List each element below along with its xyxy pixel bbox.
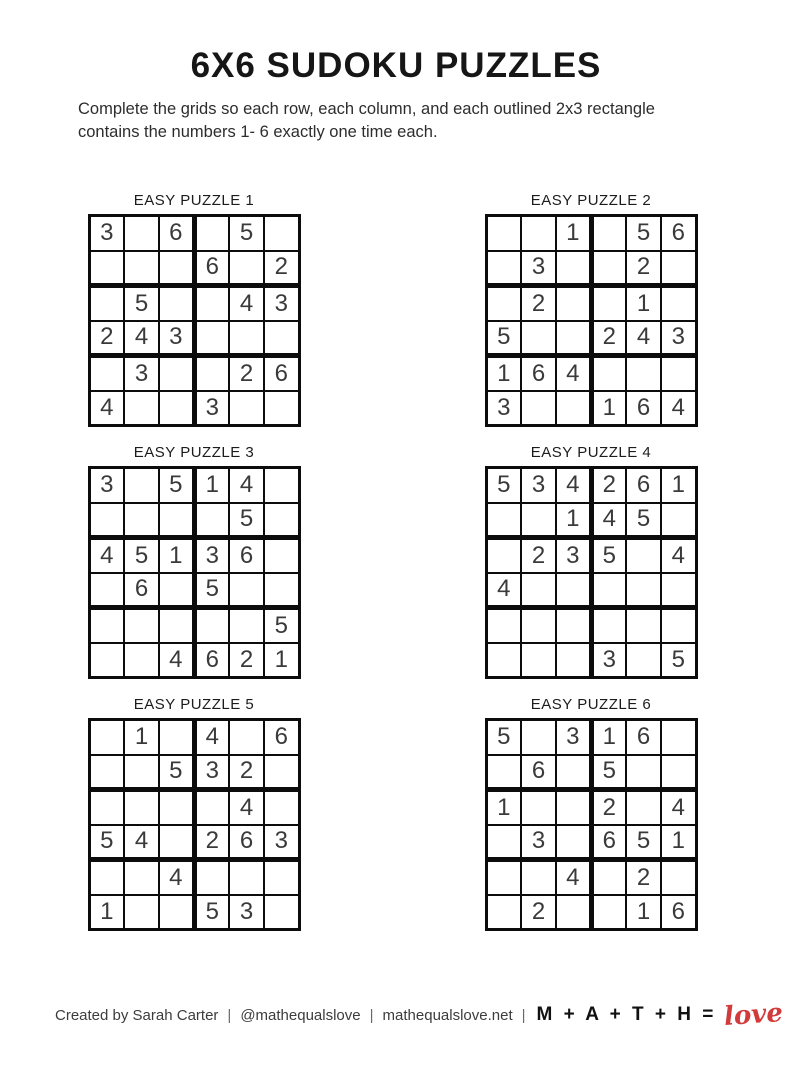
sudoku-cell-empty	[89, 720, 124, 755]
footer-website: mathequalslove.net	[382, 1006, 513, 1024]
sudoku-cell-empty	[194, 790, 229, 825]
sudoku-row	[89, 251, 299, 286]
sudoku-cell-empty	[229, 573, 264, 608]
sudoku-cell-empty	[89, 643, 124, 678]
sudoku-cell-empty	[124, 608, 159, 643]
sudoku-cell-given: 3	[591, 643, 626, 678]
sudoku-cell-empty	[521, 860, 556, 895]
sudoku-cell-given: 4	[661, 790, 696, 825]
sudoku-cell-empty	[661, 503, 696, 538]
sudoku-cell-empty	[661, 860, 696, 895]
sudoku-row	[486, 825, 696, 860]
sudoku-cell-empty	[194, 216, 229, 251]
puzzle-2	[476, 192, 706, 427]
sudoku-row	[89, 286, 299, 321]
sudoku-cell-empty	[626, 608, 661, 643]
sudoku-cell-empty	[486, 895, 521, 930]
sudoku-cell-given: 5	[229, 216, 264, 251]
footer-separator: |	[227, 1006, 232, 1024]
puzzle-3	[79, 444, 309, 679]
sudoku-cell-empty	[229, 860, 264, 895]
sudoku-cell-given: 2	[194, 825, 229, 860]
sudoku-cell-empty	[194, 286, 229, 321]
puzzle-title: EASY PUZZLE 6	[530, 696, 652, 713]
sudoku-cell-given: 2	[229, 755, 264, 790]
sudoku-row	[486, 608, 696, 643]
sudoku-cell-empty	[264, 468, 299, 503]
sudoku-cell-empty	[264, 538, 299, 573]
sudoku-row	[486, 216, 696, 251]
sudoku-cell-empty	[591, 251, 626, 286]
sudoku-cell-given: 3	[521, 251, 556, 286]
sudoku-cell-empty	[661, 356, 696, 391]
sudoku-cell-given: 1	[159, 538, 194, 573]
sudoku-cell-given: 5	[591, 755, 626, 790]
sudoku-cell-empty	[486, 538, 521, 573]
sudoku-cell-given: 6	[661, 216, 696, 251]
sudoku-cell-given: 3	[521, 468, 556, 503]
sudoku-cell-empty	[194, 321, 229, 356]
sudoku-cell-given: 2	[89, 321, 124, 356]
sudoku-cell-empty	[264, 503, 299, 538]
sudoku-grid	[88, 466, 301, 679]
sudoku-cell-given: 1	[556, 503, 591, 538]
sudoku-cell-empty	[229, 608, 264, 643]
sudoku-cell-empty	[89, 286, 124, 321]
sudoku-cell-given: 5	[486, 321, 521, 356]
sudoku-row	[486, 790, 696, 825]
sudoku-cell-empty	[89, 356, 124, 391]
sudoku-row	[486, 286, 696, 321]
sudoku-cell-empty	[89, 608, 124, 643]
sudoku-cell-given: 5	[124, 286, 159, 321]
sudoku-cell-empty	[229, 321, 264, 356]
instructions-line-2: contains the numbers 1- 6 exactly one time each.	[78, 123, 438, 142]
sudoku-cell-empty	[159, 286, 194, 321]
sudoku-cell-empty	[556, 643, 591, 678]
sudoku-cell-given: 6	[626, 720, 661, 755]
footer-brand-love-logo: love	[723, 997, 785, 1033]
puzzle-title: EASY PUZZLE 2	[530, 192, 652, 209]
sudoku-cell-empty	[486, 608, 521, 643]
sudoku-cell-given: 3	[89, 216, 124, 251]
sudoku-grid	[485, 466, 698, 679]
sudoku-cell-given: 1	[124, 720, 159, 755]
sudoku-cell-empty	[159, 356, 194, 391]
sudoku-cell-empty	[229, 720, 264, 755]
sudoku-row	[486, 538, 696, 573]
sudoku-grid	[88, 214, 301, 427]
footer-separator: |	[369, 1006, 374, 1024]
sudoku-cell-given: 5	[194, 895, 229, 930]
sudoku-cell-given: 6	[229, 825, 264, 860]
sudoku-cell-given: 6	[626, 391, 661, 426]
puzzle-6	[476, 696, 706, 931]
sudoku-cell-empty	[264, 573, 299, 608]
sudoku-cell-given: 2	[626, 860, 661, 895]
sudoku-row	[486, 321, 696, 356]
sudoku-cell-empty	[556, 608, 591, 643]
footer-separator: |	[521, 1006, 526, 1024]
sudoku-cell-given: 5	[486, 720, 521, 755]
instructions-line-1: Complete the grids so each row, each column, and each outlined 2x3 rectangle	[78, 100, 655, 118]
sudoku-cell-empty	[486, 860, 521, 895]
sudoku-row	[486, 503, 696, 538]
sudoku-cell-given: 6	[194, 251, 229, 286]
sudoku-cell-empty	[661, 573, 696, 608]
sudoku-row	[89, 895, 299, 930]
sudoku-cell-empty	[521, 608, 556, 643]
sudoku-cell-given: 5	[124, 538, 159, 573]
sudoku-cell-given: 4	[556, 860, 591, 895]
sudoku-cell-given: 4	[661, 538, 696, 573]
sudoku-cell-empty	[486, 825, 521, 860]
puzzles-grid	[79, 192, 706, 931]
sudoku-cell-empty	[229, 391, 264, 426]
sudoku-cell-empty	[591, 286, 626, 321]
sudoku-cell-empty	[89, 860, 124, 895]
sudoku-cell-empty	[556, 825, 591, 860]
sudoku-row	[89, 356, 299, 391]
sudoku-cell-given: 4	[591, 503, 626, 538]
sudoku-grid	[88, 718, 301, 931]
footer-handle: @mathequalslove	[240, 1006, 361, 1024]
sudoku-cell-empty	[486, 286, 521, 321]
sudoku-cell-empty	[159, 895, 194, 930]
sudoku-cell-given: 3	[556, 538, 591, 573]
sudoku-cell-empty	[89, 251, 124, 286]
sudoku-cell-empty	[264, 321, 299, 356]
sudoku-cell-given: 6	[264, 356, 299, 391]
sudoku-cell-empty	[521, 790, 556, 825]
sudoku-cell-empty	[556, 391, 591, 426]
sudoku-cell-given: 1	[626, 286, 661, 321]
sudoku-cell-given: 3	[159, 321, 194, 356]
sudoku-cell-empty	[591, 860, 626, 895]
sudoku-row	[486, 755, 696, 790]
sudoku-cell-empty	[556, 573, 591, 608]
sudoku-cell-given: 6	[521, 755, 556, 790]
sudoku-cell-given: 4	[89, 391, 124, 426]
sudoku-cell-empty	[521, 391, 556, 426]
puzzle-title: EASY PUZZLE 1	[133, 192, 255, 209]
sudoku-row	[89, 468, 299, 503]
puzzle-1	[79, 192, 309, 427]
footer-credit: Created by Sarah Carter	[55, 1006, 219, 1024]
sudoku-cell-empty	[159, 573, 194, 608]
sudoku-row	[486, 573, 696, 608]
sudoku-cell-empty	[626, 573, 661, 608]
worksheet-page	[0, 46, 792, 1033]
sudoku-cell-given: 6	[521, 356, 556, 391]
sudoku-cell-given: 2	[521, 286, 556, 321]
sudoku-cell-given: 3	[124, 356, 159, 391]
sudoku-cell-given: 5	[89, 825, 124, 860]
sudoku-cell-given: 5	[661, 643, 696, 678]
sudoku-cell-given: 6	[626, 468, 661, 503]
sudoku-cell-given: 1	[194, 468, 229, 503]
sudoku-cell-given: 2	[591, 790, 626, 825]
sudoku-cell-given: 4	[124, 321, 159, 356]
sudoku-cell-empty	[626, 755, 661, 790]
puzzle-4	[476, 444, 706, 679]
sudoku-cell-given: 4	[159, 860, 194, 895]
sudoku-cell-empty	[556, 321, 591, 356]
sudoku-cell-empty	[661, 755, 696, 790]
sudoku-cell-empty	[159, 790, 194, 825]
sudoku-cell-empty	[521, 503, 556, 538]
sudoku-cell-empty	[264, 860, 299, 895]
sudoku-cell-empty	[89, 790, 124, 825]
sudoku-cell-given: 5	[264, 608, 299, 643]
sudoku-cell-given: 4	[229, 286, 264, 321]
sudoku-cell-given: 3	[264, 286, 299, 321]
sudoku-cell-empty	[661, 608, 696, 643]
sudoku-cell-empty	[264, 790, 299, 825]
sudoku-row	[486, 720, 696, 755]
sudoku-cell-given: 1	[626, 895, 661, 930]
sudoku-cell-empty	[159, 391, 194, 426]
sudoku-cell-empty	[124, 860, 159, 895]
sudoku-cell-given: 5	[626, 216, 661, 251]
puzzle-title: EASY PUZZLE 3	[133, 444, 255, 461]
sudoku-cell-empty	[159, 503, 194, 538]
sudoku-row	[89, 503, 299, 538]
sudoku-cell-empty	[521, 643, 556, 678]
sudoku-cell-given: 5	[194, 573, 229, 608]
sudoku-cell-empty	[521, 573, 556, 608]
sudoku-cell-empty	[124, 216, 159, 251]
sudoku-cell-empty	[89, 573, 124, 608]
sudoku-cell-empty	[591, 608, 626, 643]
sudoku-cell-empty	[124, 251, 159, 286]
sudoku-cell-given: 4	[556, 356, 591, 391]
sudoku-cell-given: 2	[229, 643, 264, 678]
sudoku-cell-given: 4	[229, 790, 264, 825]
sudoku-cell-empty	[661, 720, 696, 755]
sudoku-grid	[485, 718, 698, 931]
sudoku-cell-given: 3	[194, 391, 229, 426]
sudoku-cell-empty	[159, 608, 194, 643]
sudoku-cell-empty	[194, 503, 229, 538]
sudoku-cell-empty	[626, 790, 661, 825]
sudoku-cell-given: 1	[591, 391, 626, 426]
sudoku-cell-given: 2	[626, 251, 661, 286]
sudoku-row	[89, 790, 299, 825]
sudoku-cell-empty	[124, 503, 159, 538]
sudoku-cell-empty	[486, 216, 521, 251]
sudoku-cell-empty	[661, 251, 696, 286]
sudoku-cell-given: 5	[229, 503, 264, 538]
sudoku-cell-empty	[486, 755, 521, 790]
sudoku-cell-given: 3	[194, 538, 229, 573]
sudoku-cell-given: 3	[194, 755, 229, 790]
sudoku-row	[486, 643, 696, 678]
sudoku-cell-given: 3	[661, 321, 696, 356]
sudoku-cell-given: 1	[486, 356, 521, 391]
sudoku-row	[89, 321, 299, 356]
sudoku-cell-given: 1	[486, 790, 521, 825]
sudoku-row	[89, 538, 299, 573]
sudoku-row	[89, 860, 299, 895]
sudoku-row	[486, 391, 696, 426]
sudoku-cell-given: 3	[556, 720, 591, 755]
footer	[55, 997, 785, 1033]
sudoku-cell-given: 5	[159, 468, 194, 503]
sudoku-row	[486, 468, 696, 503]
sudoku-row	[89, 608, 299, 643]
sudoku-row	[486, 860, 696, 895]
sudoku-cell-empty	[521, 216, 556, 251]
sudoku-cell-given: 2	[229, 356, 264, 391]
sudoku-cell-given: 5	[486, 468, 521, 503]
sudoku-cell-given: 1	[264, 643, 299, 678]
sudoku-cell-empty	[626, 643, 661, 678]
sudoku-cell-given: 3	[264, 825, 299, 860]
sudoku-cell-given: 3	[229, 895, 264, 930]
sudoku-cell-empty	[486, 503, 521, 538]
sudoku-row	[89, 643, 299, 678]
sudoku-cell-given: 2	[591, 321, 626, 356]
instructions	[78, 98, 738, 145]
sudoku-row	[486, 356, 696, 391]
sudoku-cell-given: 4	[486, 573, 521, 608]
sudoku-cell-given: 1	[661, 468, 696, 503]
sudoku-cell-empty	[124, 895, 159, 930]
sudoku-cell-given: 3	[521, 825, 556, 860]
sudoku-cell-empty	[661, 286, 696, 321]
sudoku-cell-empty	[556, 755, 591, 790]
sudoku-cell-empty	[591, 356, 626, 391]
sudoku-row	[486, 251, 696, 286]
sudoku-cell-given: 6	[229, 538, 264, 573]
sudoku-cell-empty	[124, 755, 159, 790]
sudoku-cell-given: 4	[124, 825, 159, 860]
sudoku-cell-given: 3	[89, 468, 124, 503]
sudoku-cell-given: 6	[159, 216, 194, 251]
sudoku-cell-given: 5	[626, 825, 661, 860]
puzzle-title: EASY PUZZLE 5	[133, 696, 255, 713]
sudoku-row	[89, 573, 299, 608]
sudoku-cell-given: 1	[591, 720, 626, 755]
sudoku-cell-empty	[556, 251, 591, 286]
sudoku-cell-given: 3	[486, 391, 521, 426]
sudoku-cell-given: 1	[556, 216, 591, 251]
sudoku-cell-given: 2	[264, 251, 299, 286]
puzzle-title: EASY PUZZLE 4	[530, 444, 652, 461]
sudoku-row	[486, 895, 696, 930]
sudoku-cell-given: 1	[89, 895, 124, 930]
sudoku-cell-empty	[124, 391, 159, 426]
sudoku-cell-empty	[264, 755, 299, 790]
sudoku-cell-empty	[124, 468, 159, 503]
sudoku-cell-given: 5	[159, 755, 194, 790]
sudoku-cell-empty	[626, 356, 661, 391]
sudoku-grid	[485, 214, 698, 427]
sudoku-cell-empty	[229, 251, 264, 286]
puzzle-5	[79, 696, 309, 931]
sudoku-row	[89, 720, 299, 755]
sudoku-cell-empty	[591, 573, 626, 608]
sudoku-cell-empty	[194, 356, 229, 391]
sudoku-cell-empty	[159, 825, 194, 860]
footer-brand-math: M + A + T + H =	[536, 1004, 717, 1025]
sudoku-cell-empty	[264, 216, 299, 251]
sudoku-row	[89, 825, 299, 860]
sudoku-cell-given: 2	[591, 468, 626, 503]
sudoku-cell-given: 4	[194, 720, 229, 755]
sudoku-cell-given: 6	[194, 643, 229, 678]
sudoku-row	[89, 755, 299, 790]
sudoku-cell-given: 5	[591, 538, 626, 573]
page-title: 6X6 SUDOKU PUZZLES	[190, 46, 602, 85]
sudoku-row	[89, 391, 299, 426]
sudoku-cell-empty	[591, 895, 626, 930]
sudoku-cell-empty	[124, 790, 159, 825]
sudoku-cell-given: 6	[264, 720, 299, 755]
sudoku-cell-given: 1	[661, 825, 696, 860]
sudoku-cell-empty	[556, 790, 591, 825]
sudoku-cell-empty	[556, 286, 591, 321]
sudoku-cell-given: 6	[124, 573, 159, 608]
sudoku-cell-given: 5	[626, 503, 661, 538]
sudoku-cell-empty	[486, 251, 521, 286]
sudoku-cell-given: 2	[521, 895, 556, 930]
sudoku-cell-given: 4	[626, 321, 661, 356]
sudoku-cell-empty	[486, 643, 521, 678]
sudoku-cell-empty	[159, 720, 194, 755]
sudoku-cell-empty	[264, 895, 299, 930]
sudoku-cell-empty	[591, 216, 626, 251]
sudoku-cell-empty	[626, 538, 661, 573]
sudoku-cell-given: 4	[556, 468, 591, 503]
sudoku-cell-given: 6	[661, 895, 696, 930]
sudoku-cell-empty	[521, 720, 556, 755]
sudoku-cell-empty	[521, 321, 556, 356]
sudoku-cell-empty	[89, 755, 124, 790]
sudoku-cell-empty	[89, 503, 124, 538]
sudoku-cell-empty	[159, 251, 194, 286]
sudoku-cell-empty	[124, 643, 159, 678]
sudoku-cell-empty	[194, 608, 229, 643]
sudoku-cell-empty	[556, 895, 591, 930]
sudoku-cell-empty	[264, 391, 299, 426]
sudoku-cell-given: 2	[521, 538, 556, 573]
sudoku-cell-given: 4	[661, 391, 696, 426]
sudoku-cell-empty	[194, 860, 229, 895]
sudoku-cell-given: 6	[591, 825, 626, 860]
sudoku-cell-given: 4	[159, 643, 194, 678]
sudoku-cell-given: 4	[89, 538, 124, 573]
sudoku-cell-given: 4	[229, 468, 264, 503]
sudoku-row	[89, 216, 299, 251]
